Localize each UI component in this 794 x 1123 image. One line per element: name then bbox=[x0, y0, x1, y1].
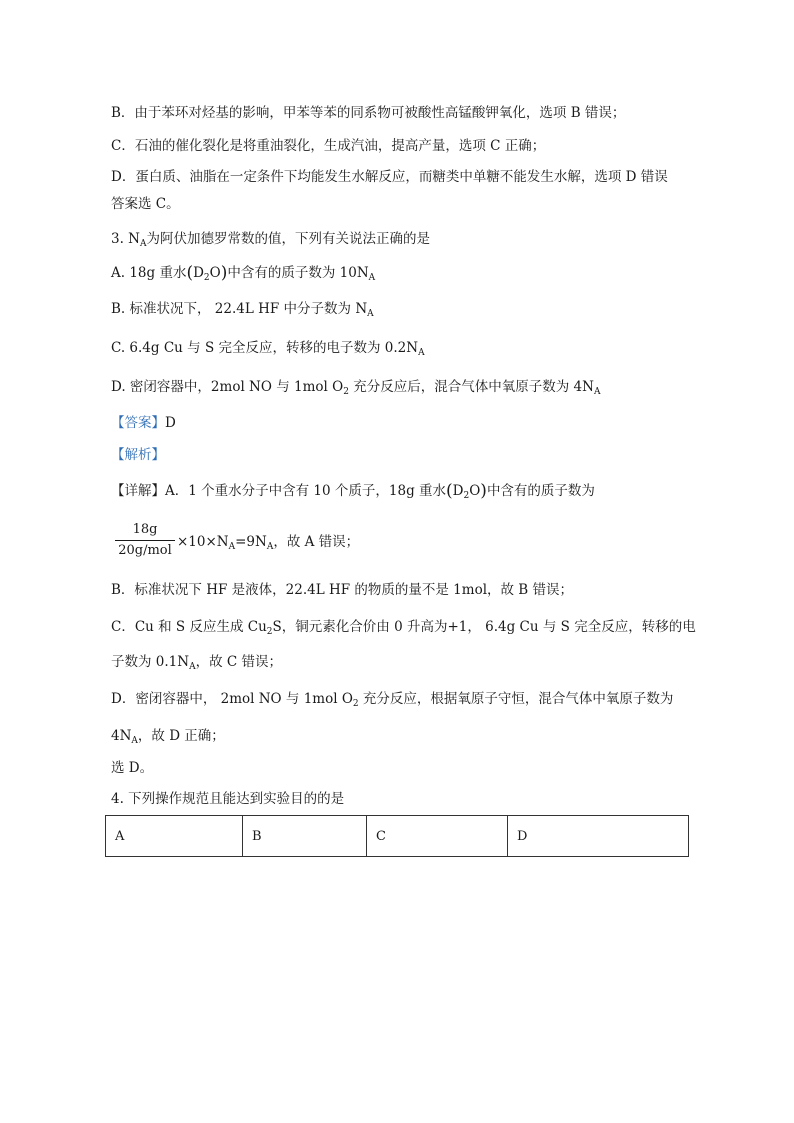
detail-a-formula-b: O bbox=[469, 483, 481, 499]
detail-c2-text: 子数为 0.1N bbox=[111, 654, 190, 670]
detail-a-text: A．1 个重水分子中含有 10 个质子，18g 重水 bbox=[165, 483, 447, 499]
q3-stem-text-a: 3. N bbox=[111, 231, 140, 247]
detail-d2-text: 4N bbox=[111, 728, 132, 744]
fraction-rest-b: =9N bbox=[235, 534, 267, 550]
detail-c2-text-b: ，故 C 错误； bbox=[195, 654, 282, 670]
q4-stem: 4. 下列操作规范且能达到实验目的的是 bbox=[111, 791, 345, 807]
detail-d1-text: D．密闭容器中， 2mol NO 与 1mol O bbox=[111, 691, 353, 707]
paren-close: ) bbox=[480, 481, 487, 501]
q3-option-c-sub: A bbox=[418, 348, 425, 358]
prev-option-d: D．蛋白质、油脂在一定条件下均能发生水解反应，而糖类中单糖不能发生水解，选项 D 错误 bbox=[111, 169, 668, 185]
detail-a-formula: D bbox=[452, 483, 464, 499]
fraction bbox=[115, 521, 175, 560]
answer-value: D bbox=[165, 415, 176, 431]
q3-option-d bbox=[111, 377, 600, 402]
answer-tag: 【答案】 bbox=[111, 415, 165, 431]
paren-open: ( bbox=[186, 263, 194, 283]
q3-option-a bbox=[111, 263, 375, 288]
q3-detail-a bbox=[111, 481, 595, 506]
fraction-numerator: 18g bbox=[132, 522, 158, 537]
detail-a-text-b: 中含有的质子数为 bbox=[486, 483, 595, 499]
fraction-rest-sub2: A bbox=[266, 542, 274, 552]
option-cell-d: D bbox=[508, 816, 689, 857]
paren-close: ) bbox=[220, 263, 228, 283]
detail-c1-text: C．Cu 和 S 反应生成 Cu bbox=[111, 619, 267, 635]
detail-tag: 【详解】 bbox=[111, 483, 165, 499]
q3-stem bbox=[111, 229, 430, 254]
fraction-rest-c: ，故 A 错误； bbox=[273, 534, 360, 550]
q3-option-a-sub: A bbox=[368, 273, 376, 283]
q3-analysis-tag bbox=[111, 445, 165, 465]
q3-option-a-formula: D bbox=[193, 265, 204, 281]
detail-d2-sub: A bbox=[131, 736, 138, 746]
q3-option-a-formula-sub: 2 bbox=[203, 273, 210, 283]
option-cell-c: C bbox=[367, 816, 508, 857]
q3-stem-sub: A bbox=[139, 239, 147, 249]
fraction-denominator: 20g/mol bbox=[118, 543, 172, 558]
q3-detail-d1 bbox=[111, 689, 673, 714]
q4-options-table bbox=[105, 815, 689, 857]
q3-conclusion: 选 D。 bbox=[111, 760, 154, 776]
detail-c1-text-b: S，铜元素化合价由 0 升高为+1， 6.4g Cu 与 S 完全反应，转移的电 bbox=[272, 619, 696, 635]
q3-detail-b: B．标准状况下 HF 是液体，22.4L HF 的物质的量不是 1mol，故 B 错误； bbox=[111, 582, 574, 598]
q3-option-a-text: A. 18g 重水 bbox=[111, 265, 187, 281]
q3-option-d-sub2: A bbox=[593, 387, 601, 397]
detail-a-formula-sub: 2 bbox=[463, 491, 470, 501]
q3-detail-c1 bbox=[111, 617, 696, 642]
q3-option-c bbox=[111, 338, 425, 363]
detail-d1-text-b: 充分反应，根据氧原子守恒，混合气体中氧原子数为 bbox=[358, 691, 674, 707]
q3-option-b-sub: A bbox=[367, 309, 374, 319]
detail-c1-sub: 2 bbox=[266, 627, 273, 637]
paren-open: ( bbox=[446, 481, 453, 501]
fraction-rest-sub1: A bbox=[228, 542, 236, 552]
option-cell-a: A bbox=[106, 816, 243, 857]
q3-detail-d2 bbox=[111, 726, 225, 751]
fraction-bar bbox=[115, 540, 175, 541]
q3-stem-text-b: 为阿伏加德罗常数的值，下列有关说法正确的是 bbox=[146, 231, 430, 247]
q3-option-d-text: D. 密闭容器中，2mol NO 与 1mol O bbox=[111, 379, 344, 395]
analysis-tag: 【解析】 bbox=[111, 447, 165, 463]
prev-option-c: C．石油的催化裂化是将重油裂化，生成汽油，提高产量，选项 C 正确； bbox=[111, 138, 546, 154]
q3-option-a-text-b: 中含有的质子数为 10N bbox=[227, 265, 369, 281]
prev-answer: 答案选 C。 bbox=[111, 196, 180, 212]
detail-d1-sub: 2 bbox=[352, 699, 359, 709]
detail-d2-text-b: ，故 D 正确； bbox=[137, 728, 225, 744]
q3-option-b-text: B. 标准状况下， 22.4L HF 中分子数为 N bbox=[111, 301, 368, 317]
prev-option-b: B．由于苯环对烃基的影响，甲苯等苯的同系物可被酸性高锰酸钾氧化，选项 B 错误； bbox=[111, 105, 626, 121]
fraction-rest-a: ×10×N bbox=[177, 534, 229, 550]
fraction-rest bbox=[177, 532, 359, 557]
q3-option-d-text-b: 充分反应后，混合气体中氧原子数为 4N bbox=[348, 379, 594, 395]
q3-answer bbox=[111, 413, 176, 433]
table-row bbox=[106, 816, 689, 857]
option-cell-b: B bbox=[243, 816, 367, 857]
detail-c2-sub: A bbox=[189, 662, 196, 672]
q3-option-c-text: C. 6.4g Cu 与 S 完全反应，转移的电子数为 0.2N bbox=[111, 340, 419, 356]
q3-detail-c2 bbox=[111, 652, 282, 677]
q3-option-a-formula-b: O bbox=[209, 265, 221, 281]
q3-option-d-sub1: 2 bbox=[343, 387, 349, 397]
q3-option-b bbox=[111, 299, 374, 324]
